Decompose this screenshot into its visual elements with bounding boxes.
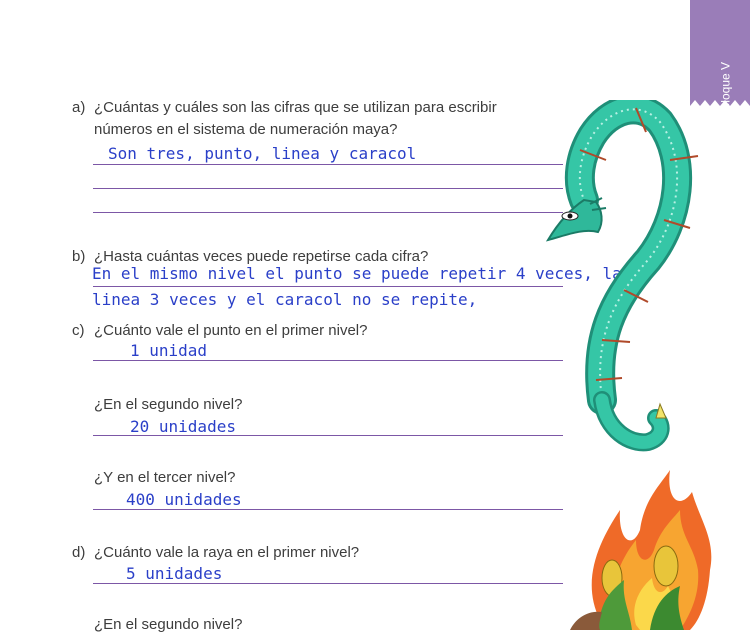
question-c-letter: c) (72, 322, 85, 339)
question-d-sub1: ¿En el segundo nivel? (94, 616, 243, 633)
question-a-line1: ¿Cuántas y cuáles son las cifras que se utilizan para escribir (94, 99, 497, 116)
question-b-letter: b) (72, 248, 86, 265)
answer-line-d (93, 583, 563, 584)
question-c (72, 320, 368, 342)
question-b-text: ¿Hasta cuántas veces puede repetirse cada cifra? (94, 248, 429, 265)
answer-line-c (93, 360, 563, 361)
question-c-sub1: ¿En el segundo nivel? (94, 396, 243, 413)
question-d-letter: d) (72, 544, 86, 561)
fire-illustration (570, 470, 711, 630)
answer-b-line1: En el mismo nivel el punto se puede repetir 4 veces, la (92, 264, 622, 283)
question-c-sub2: ¿Y en el tercer nivel? (94, 469, 236, 486)
answer-line-a3 (93, 212, 563, 213)
question-c-text: ¿Cuánto vale el punto en el primer nivel? (94, 322, 368, 339)
question-a (72, 97, 497, 119)
question-a-letter: a) (72, 99, 86, 116)
question-a-line2: números en el sistema de numeración maya? (94, 121, 398, 138)
bloque-label: Bloque V (719, 62, 733, 111)
answer-line-c-sub1 (93, 435, 563, 436)
answer-line-a2 (93, 188, 563, 189)
answer-d: 5 unidades (126, 564, 223, 583)
answer-c: 1 unidad (130, 341, 208, 360)
answer-c-sub1: 20 unidades (130, 417, 236, 436)
answer-c-sub2: 400 unidades (126, 490, 242, 509)
answer-line-c-sub2 (93, 509, 563, 510)
answer-b-line2: linea 3 veces y el caracol no se repite, (92, 290, 478, 309)
answer-a: Son tres, punto, linea y caracol (108, 144, 417, 163)
serpent-illustration (540, 100, 730, 630)
question-d (72, 542, 359, 564)
question-d-text: ¿Cuánto vale la raya en el primer nivel? (94, 544, 360, 561)
answer-line-b1 (93, 286, 563, 287)
answer-line-a1 (93, 164, 563, 165)
